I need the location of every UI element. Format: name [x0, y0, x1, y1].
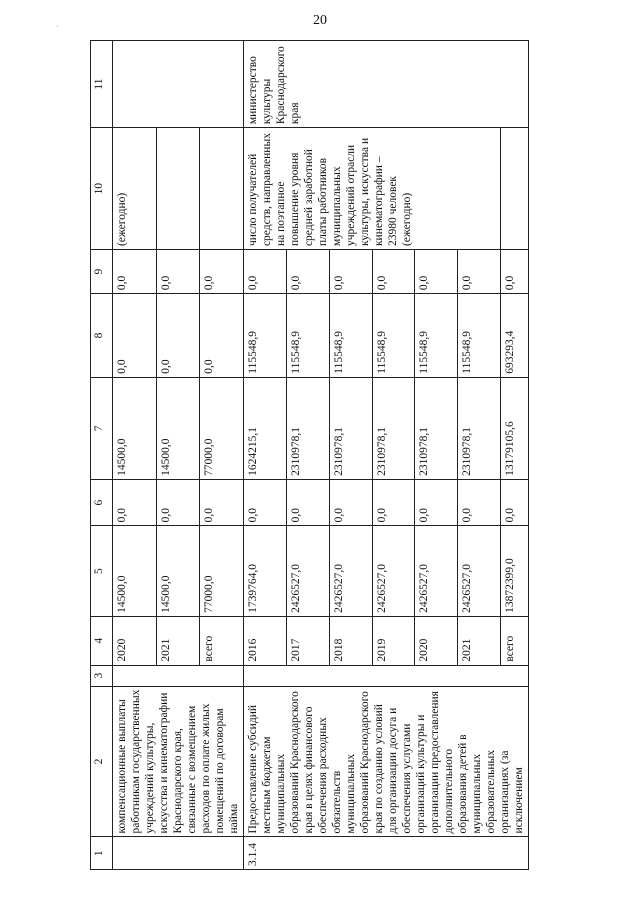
- amount-federal-cell: 0,0: [415, 479, 458, 525]
- amount-local-cell: 115548,9: [329, 294, 372, 378]
- amount-local-cell: 0,0: [156, 294, 200, 378]
- header-cell-4: 4: [91, 616, 113, 665]
- amount-local-cell: 115548,9: [286, 294, 329, 378]
- header-cell-11: 11: [91, 41, 113, 128]
- executor-cell: [113, 41, 244, 128]
- amount-regional-cell: 2310978,1: [458, 377, 501, 479]
- amount-regional-cell: 13179105,6: [501, 377, 529, 479]
- amount-extra-cell: 0,0: [200, 250, 244, 294]
- header-cell-9: 9: [91, 250, 113, 294]
- amount-federal-cell: 0,0: [156, 479, 200, 525]
- year-cell: 2020: [113, 616, 157, 665]
- amount-extra-cell: 0,0: [458, 250, 501, 294]
- budget-table: [90, 40, 529, 870]
- amount-total-cell: 2426527,0: [458, 526, 501, 617]
- amount-regional-cell: 2310978,1: [286, 377, 329, 479]
- executor-cell: министерство культуры Краснодарского края: [244, 41, 529, 128]
- year-cell: 2020: [415, 616, 458, 665]
- amount-regional-cell: 14500,0: [156, 377, 200, 479]
- amount-regional-cell: 2310978,1: [329, 377, 372, 479]
- amount-total-cell: 13872399,0: [501, 526, 529, 617]
- event-name-cell: Предоставление субсидий местным бюджетам муниципальных образований Краснодарского края в целях финансового обеспечения расходных обязательств муниципальных образований Краснодарского края по созданию условий для организации досуга и обеспечения услугами организаций культуры и организации предоставления дополнительного образования детей в муниципальных образовательных организациях (за исключением: [244, 686, 529, 837]
- amount-extra-cell: 0,0: [286, 250, 329, 294]
- amount-local-cell: 0,0: [113, 294, 157, 378]
- amount-extra-cell: 0,0: [244, 250, 287, 294]
- year-cell: 2017: [286, 616, 329, 665]
- amount-local-cell: 693293,4: [501, 294, 529, 378]
- amount-regional-cell: 1624215,1: [244, 377, 287, 479]
- amount-total-cell: 2426527,0: [329, 526, 372, 617]
- amount-federal-cell: 0,0: [372, 479, 415, 525]
- status-cell: [113, 665, 244, 686]
- result-cell: (ежегодно): [113, 128, 157, 250]
- header-cell-6: 6: [91, 479, 113, 525]
- amount-local-cell: 0,0: [200, 294, 244, 378]
- event-name-cell: компенсационные выплаты работникам государственных учреждений культуры, искусства и кинематографии Краснодарского края, связанные с возмещением расходов по оплате жилых помещений по договорам найма: [113, 686, 244, 837]
- amount-local-cell: 115548,9: [244, 294, 287, 378]
- amount-regional-cell: 77000,0: [200, 377, 244, 479]
- amount-total-cell: 2426527,0: [415, 526, 458, 617]
- table-row: [244, 41, 287, 870]
- scan-speck: ·: [56, 22, 59, 31]
- amount-local-cell: 115548,9: [458, 294, 501, 378]
- amount-federal-cell: 0,0: [458, 479, 501, 525]
- amount-federal-cell: 0,0: [113, 479, 157, 525]
- status-cell: [244, 665, 529, 686]
- amount-extra-cell: 0,0: [415, 250, 458, 294]
- result-cell: [501, 128, 529, 250]
- header-cell-1: 1: [91, 837, 113, 870]
- year-cell: 2021: [156, 616, 200, 665]
- amount-total-cell: 14500,0: [113, 526, 157, 617]
- amount-regional-cell: 2310978,1: [372, 377, 415, 479]
- amount-extra-cell: 0,0: [501, 250, 529, 294]
- rotated-table-container: [90, 40, 590, 870]
- amount-federal-cell: 0,0: [200, 479, 244, 525]
- amount-extra-cell: 0,0: [113, 250, 157, 294]
- amount-extra-cell: 0,0: [156, 250, 200, 294]
- year-cell: всего: [200, 616, 244, 665]
- year-cell: 2018: [329, 616, 372, 665]
- amount-regional-cell: 14500,0: [113, 377, 157, 479]
- header-cell-8: 8: [91, 294, 113, 378]
- amount-extra-cell: 0,0: [329, 250, 372, 294]
- year-cell: 2021: [458, 616, 501, 665]
- amount-local-cell: 115548,9: [372, 294, 415, 378]
- amount-extra-cell: 0,0: [372, 250, 415, 294]
- num-cell: [113, 837, 244, 870]
- table-row: [113, 41, 157, 870]
- amount-federal-cell: 0,0: [329, 479, 372, 525]
- amount-federal-cell: 0,0: [244, 479, 287, 525]
- header-cell-3: 3: [91, 665, 113, 686]
- amount-regional-cell: 2310978,1: [415, 377, 458, 479]
- num-cell: 3.1.4: [244, 837, 529, 870]
- page-number: 20: [313, 13, 327, 28]
- header-cell-5: 5: [91, 526, 113, 617]
- header-cell-2: 2: [91, 686, 113, 837]
- year-cell: 2016: [244, 616, 287, 665]
- amount-federal-cell: 0,0: [286, 479, 329, 525]
- amount-total-cell: 77000,0: [200, 526, 244, 617]
- result-cell: [156, 128, 200, 250]
- amount-total-cell: 14500,0: [156, 526, 200, 617]
- result-cell: [200, 128, 244, 250]
- amount-federal-cell: 0,0: [501, 479, 529, 525]
- header-cell-10: 10: [91, 128, 113, 250]
- amount-total-cell: 2426527,0: [372, 526, 415, 617]
- amount-local-cell: 115548,9: [415, 294, 458, 378]
- header-cell-7: 7: [91, 377, 113, 479]
- result-cell: число получателей средств, направленных на поэтапное повышение уровня средней заработной платы работников муниципальных учреждений отрасли культуры, искусства и кинематографии – 23980 человек (ежегодно): [244, 128, 501, 250]
- year-cell: всего: [501, 616, 529, 665]
- amount-total-cell: 2426527,0: [286, 526, 329, 617]
- amount-total-cell: 1739764,0: [244, 526, 287, 617]
- header-row: [91, 41, 113, 870]
- year-cell: 2019: [372, 616, 415, 665]
